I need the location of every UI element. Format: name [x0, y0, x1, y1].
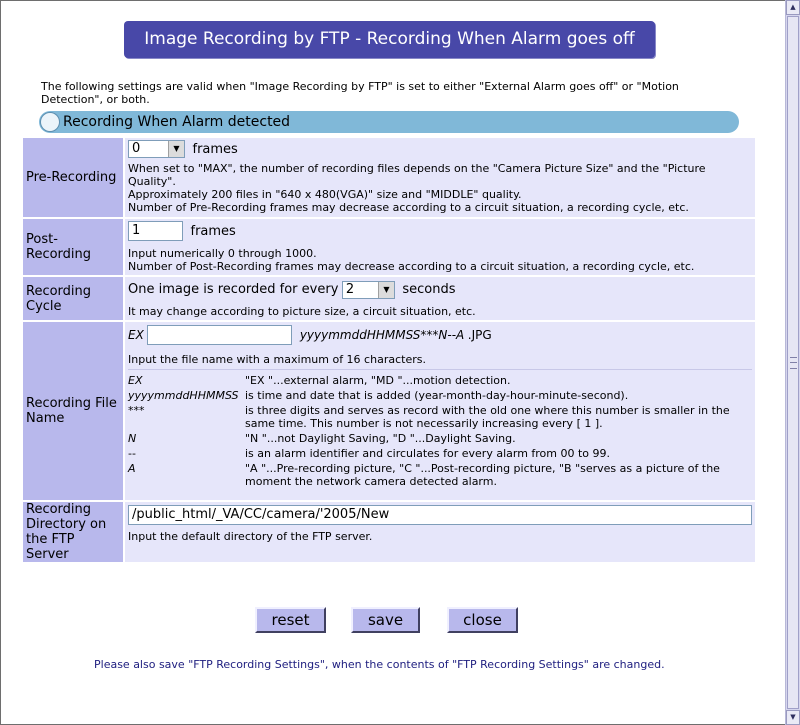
legend-row — [128, 446, 752, 461]
file-prefix: EX — [128, 328, 144, 342]
intro-text: The following settings are valid when "Image Recording by FTP" is set to either "External Alarm goes off" or "Motion Detection", or both. — [41, 80, 679, 106]
post-recording-note-2: Number of Post-Recording frames may decrease according to a circuit situation, a recording cycle, etc. — [128, 260, 695, 273]
reset-button[interactable]: reset — [255, 607, 326, 633]
scrollbar-thumb[interactable] — [787, 16, 799, 709]
pre-recording-value: 0 — [132, 141, 141, 156]
file-extension: .JPG — [467, 328, 492, 342]
file-name-input[interactable] — [147, 325, 292, 345]
legend-row — [128, 403, 752, 431]
row-recording-cycle — [23, 277, 755, 320]
recording-cycle-label: Recording Cycle — [23, 277, 123, 320]
recording-cycle-value: 2 — [345, 282, 355, 297]
legend-row — [128, 373, 752, 388]
legend-key: -- — [128, 447, 136, 460]
vertical-scrollbar[interactable] — [785, 0, 800, 725]
section-header — [39, 111, 739, 133]
file-name-label: Recording File Name — [23, 322, 123, 500]
circle-icon — [40, 112, 60, 132]
row-post-recording — [23, 219, 755, 275]
save-button[interactable]: save — [351, 607, 420, 633]
recording-cycle-unit: seconds — [402, 282, 456, 297]
legend-key: A — [128, 462, 136, 475]
legend-row — [128, 461, 752, 489]
legend-desc: "N "...not Daylight Saving, "D "...Daylight Saving. — [245, 432, 516, 445]
directory-label: Recording Directory on the FTP Server — [23, 502, 123, 562]
footer-note: Please also save "FTP Recording Settings", when the contents of "FTP Recording Settings" are changed. — [94, 658, 665, 671]
legend-desc: is time and date that is added (year-month-day-hour-minute-second). — [245, 389, 629, 402]
pre-recording-note-1: When set to "MAX", the number of recording files depends on the "Camera Picture Size" and the "Picture Quality". — [128, 162, 706, 188]
settings-table — [21, 136, 757, 564]
pre-recording-note-3: Number of Pre-Recording frames may decrease according to a circuit situation, a recording cycle, etc. — [128, 201, 689, 214]
legend-key: N — [128, 432, 137, 445]
legend-desc: "EX "...external alarm, "MD "...motion detection. — [245, 374, 511, 387]
scroll-down-arrow-icon[interactable]: ▼ — [786, 710, 800, 725]
close-button[interactable]: close — [447, 607, 518, 633]
pre-recording-note-2: Approximately 200 files in "640 x 480(VGA)" size and "MIDDLE" quality. — [128, 188, 522, 201]
page-title: Image Recording by FTP - Recording When Alarm goes off — [124, 21, 655, 58]
pre-recording-label: Pre-Recording — [23, 138, 123, 217]
recording-cycle-note: It may change according to picture size, a circuit situation, etc. — [128, 305, 476, 318]
legend-desc: is three digits and serves as record with the old one where this number is smaller in the same time. This number is not necessarily increasing every [ 1 ]. — [245, 404, 730, 430]
dropdown-arrow-icon[interactable]: ▼ — [168, 141, 184, 157]
legend-key: EX — [128, 374, 143, 387]
file-name-legend — [128, 373, 752, 489]
legend-key: *** — [128, 404, 145, 417]
post-recording-input[interactable]: 1 — [128, 221, 183, 241]
legend-key: yyyymmddHHMMSS — [128, 389, 239, 402]
pre-recording-unit: frames — [192, 141, 238, 157]
legend-row — [128, 388, 752, 403]
directory-note: Input the default directory of the FTP server. — [128, 530, 373, 543]
post-recording-label: Post-Recording — [23, 219, 123, 275]
legend-desc: is an alarm identifier and circulates for every alarm from 00 to 99. — [245, 447, 611, 460]
directory-input[interactable]: /public_html/_VA/CC/camera/'2005/New — [128, 505, 752, 525]
recording-cycle-prefix: One image is recorded for every — [128, 282, 339, 297]
legend-row — [128, 431, 752, 446]
post-recording-note-1: Input numerically 0 through 1000. — [128, 247, 317, 260]
row-pre-recording — [23, 138, 755, 217]
divider — [128, 369, 752, 370]
legend-desc: "A "...Pre-recording picture, "C "...Post-recording picture, "B "serves as a picture of the moment the network camera detected alarm. — [245, 462, 720, 488]
recording-cycle-select[interactable] — [342, 281, 395, 299]
section-title: Recording When Alarm detected — [63, 114, 291, 130]
dropdown-arrow-icon[interactable]: ▼ — [378, 282, 394, 298]
file-name-pattern: yyyymmddHHMMSS***N--A — [299, 328, 465, 342]
row-directory — [23, 502, 755, 562]
file-name-note: Input the file name with a maximum of 16 characters. — [128, 353, 426, 366]
grip-icon — [790, 357, 797, 369]
pre-recording-select[interactable] — [128, 140, 185, 158]
row-file-name — [23, 322, 755, 500]
scroll-up-arrow-icon[interactable]: ▲ — [786, 0, 800, 15]
post-recording-unit: frames — [190, 223, 236, 239]
